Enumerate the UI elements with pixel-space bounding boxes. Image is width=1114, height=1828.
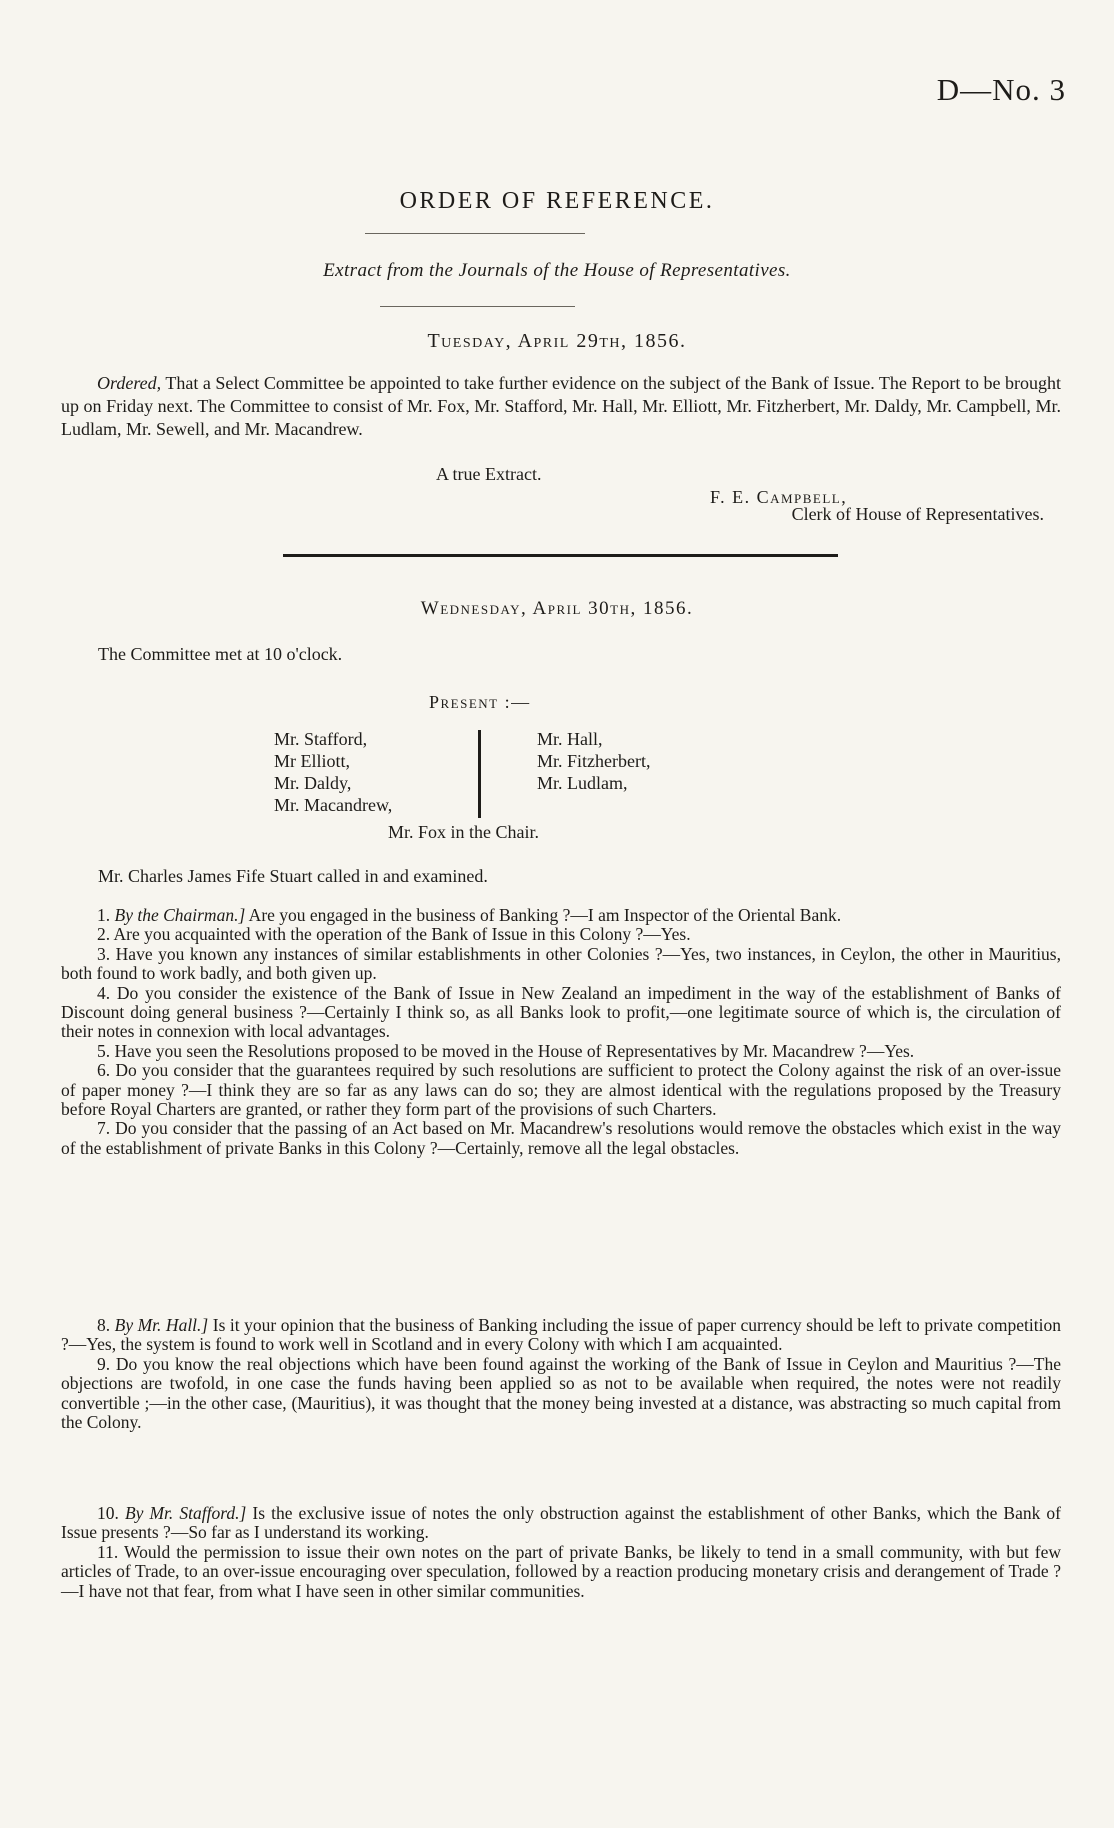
question-4: 4. Do you consider the existence of the Bank of Issue in New Zealand an impediment in the way of the establishment of Banks of Discount doing general business ?—Certainly I think so, as all Banks look to profit,—one legitimate source of which is, the circulation of their notes in connexion with local advantages. [61, 982, 1061, 1042]
members-bracket [478, 730, 481, 818]
subtitle-divider [380, 306, 575, 307]
question-8: 8. By Mr. Hall.] Is it your opinion that the business of Banking including the issue of paper currency should be left to private competition ?—Yes, the system is found to work well in Scotland and in every Colony with which I am acquainted. [61, 1315, 1062, 1355]
question-1: 1. By the Chairman.] Are you engaged in the business of Banking ?—I am Inspector of the Oriental Bank. [97, 905, 842, 925]
page-title: ORDER OF REFERENCE. [399, 188, 715, 214]
document-reference-number: D—No. 3 [936, 72, 1066, 107]
chair-line: Mr. Fox in the Chair. [388, 822, 540, 842]
signer-name: F. E. Campbell, [710, 487, 848, 507]
present-label: Present :— [429, 692, 531, 712]
question-6: 6. Do you consider that the guarantees required by such resolutions are sufficient to protect the Colony against the risk of an over-issue of paper money ?—I think they are so far as any laws can do so; they are almost identical with the regulations proposed by the Treasury before Royal Charters are granted, or rather they form part of the provisions of such Charters. [61, 1060, 1061, 1120]
members-list-right [537, 728, 650, 794]
meeting-date: Wednesday, April 30th, 1856. [420, 598, 694, 619]
member-name: Mr. Fitzherbert, [537, 751, 651, 771]
member-name: Mr Elliott, [274, 751, 350, 771]
witness-line: Mr. Charles James Fife Stuart called in and examined. [98, 866, 488, 886]
section-divider [283, 554, 838, 557]
member-name: Mr. Daldy, [274, 773, 352, 793]
true-extract-label: A true Extract. [436, 464, 542, 484]
title-divider [365, 233, 585, 234]
questioner: By Mr. Hall.] [114, 1315, 209, 1335]
meeting-time: The Committee met at 10 o'clock. [98, 644, 343, 664]
member-name: Mr. Stafford, [274, 729, 368, 749]
questioner: By Mr. Stafford.] [124, 1503, 247, 1523]
question-5: 5. Have you seen the Resolutions proposed to be moved in the House of Representatives by Mr. Macandrew ?—Yes. [97, 1040, 915, 1061]
question-2: 2. Are you acquainted with the operation of the Bank of Issue in this Colony ?—Yes. [97, 924, 691, 945]
journal-extract-subtitle: Extract from the Journals of the House of Representatives. [323, 260, 791, 281]
order-text: That a Select Committee be appointed to take further evidence on the subject of the Bank of Issue. The Report to be brought up on Friday next. The Committee to consist of Mr. Fox, Mr. Stafford, Mr. Hall, Mr. Elliott, Mr. Fitzherbert, Mr. Daldy, Mr. Campbell, Mr. Ludlam, Mr. Sewell, and Mr. Macandrew. [61, 373, 1061, 439]
question-3: 3. Have you known any instances of similar establishments in other Colonies ?—Yes, two instances, in Ceylon, the other in Mauritius, both found to work badly, and both given up. [61, 943, 1061, 984]
member-name: Mr. Macandrew, [274, 795, 393, 815]
evidence-block-hall [61, 1316, 1061, 1432]
evidence-block-stafford [61, 1504, 1061, 1601]
members-list-left [274, 728, 392, 816]
order-lead-word: Ordered, [97, 373, 162, 393]
member-name: Mr. Ludlam, [537, 773, 628, 793]
question-9: 9. Do you know the real objections which have been found against the working of the Bank of Issue in Ceylon and Mauritius ?—The objections are twofold, in one case the funds having been applied so as not to be available when required, the notes were not readily convertible ;—in the other case, (Mauritius), it was thought that the money being invested at a distance, was abstracting so much capital from the Colony. [61, 1353, 1061, 1433]
order-date: Tuesday, April 29th, 1856. [427, 330, 687, 352]
signer-title: Clerk of House of Representatives. [791, 504, 1044, 524]
question-11: 11. Would the permission to issue their own notes on the part of private Banks, be likely to tend in a small community, with but few articles of Trade, to an over-issue encouraging over speculation, followed by a reaction producing monetary crisis and derangement of Trade ?—I have not that fear, from what I have seen in other similar communities. [61, 1541, 1061, 1601]
question-7: 7. Do you consider that the passing of an Act based on Mr. Macandrew's resolutions would remove the obstacles which exist in the way of the establishment of private Banks in this Colony ?—Certainly, remove all the legal obstacles. [61, 1118, 1061, 1158]
member-name: Mr. Hall, [537, 729, 603, 749]
evidence-block-chairman [61, 906, 1061, 1158]
question-10: 10. By Mr. Stafford.] Is the exclusive issue of notes the only obstruction against the establishment of other Banks, which the Bank of Issue presents ?—So far as I understand its working. [61, 1503, 1062, 1543]
order-paragraph [61, 372, 1061, 441]
questioner: By the Chairman.] [114, 905, 246, 925]
